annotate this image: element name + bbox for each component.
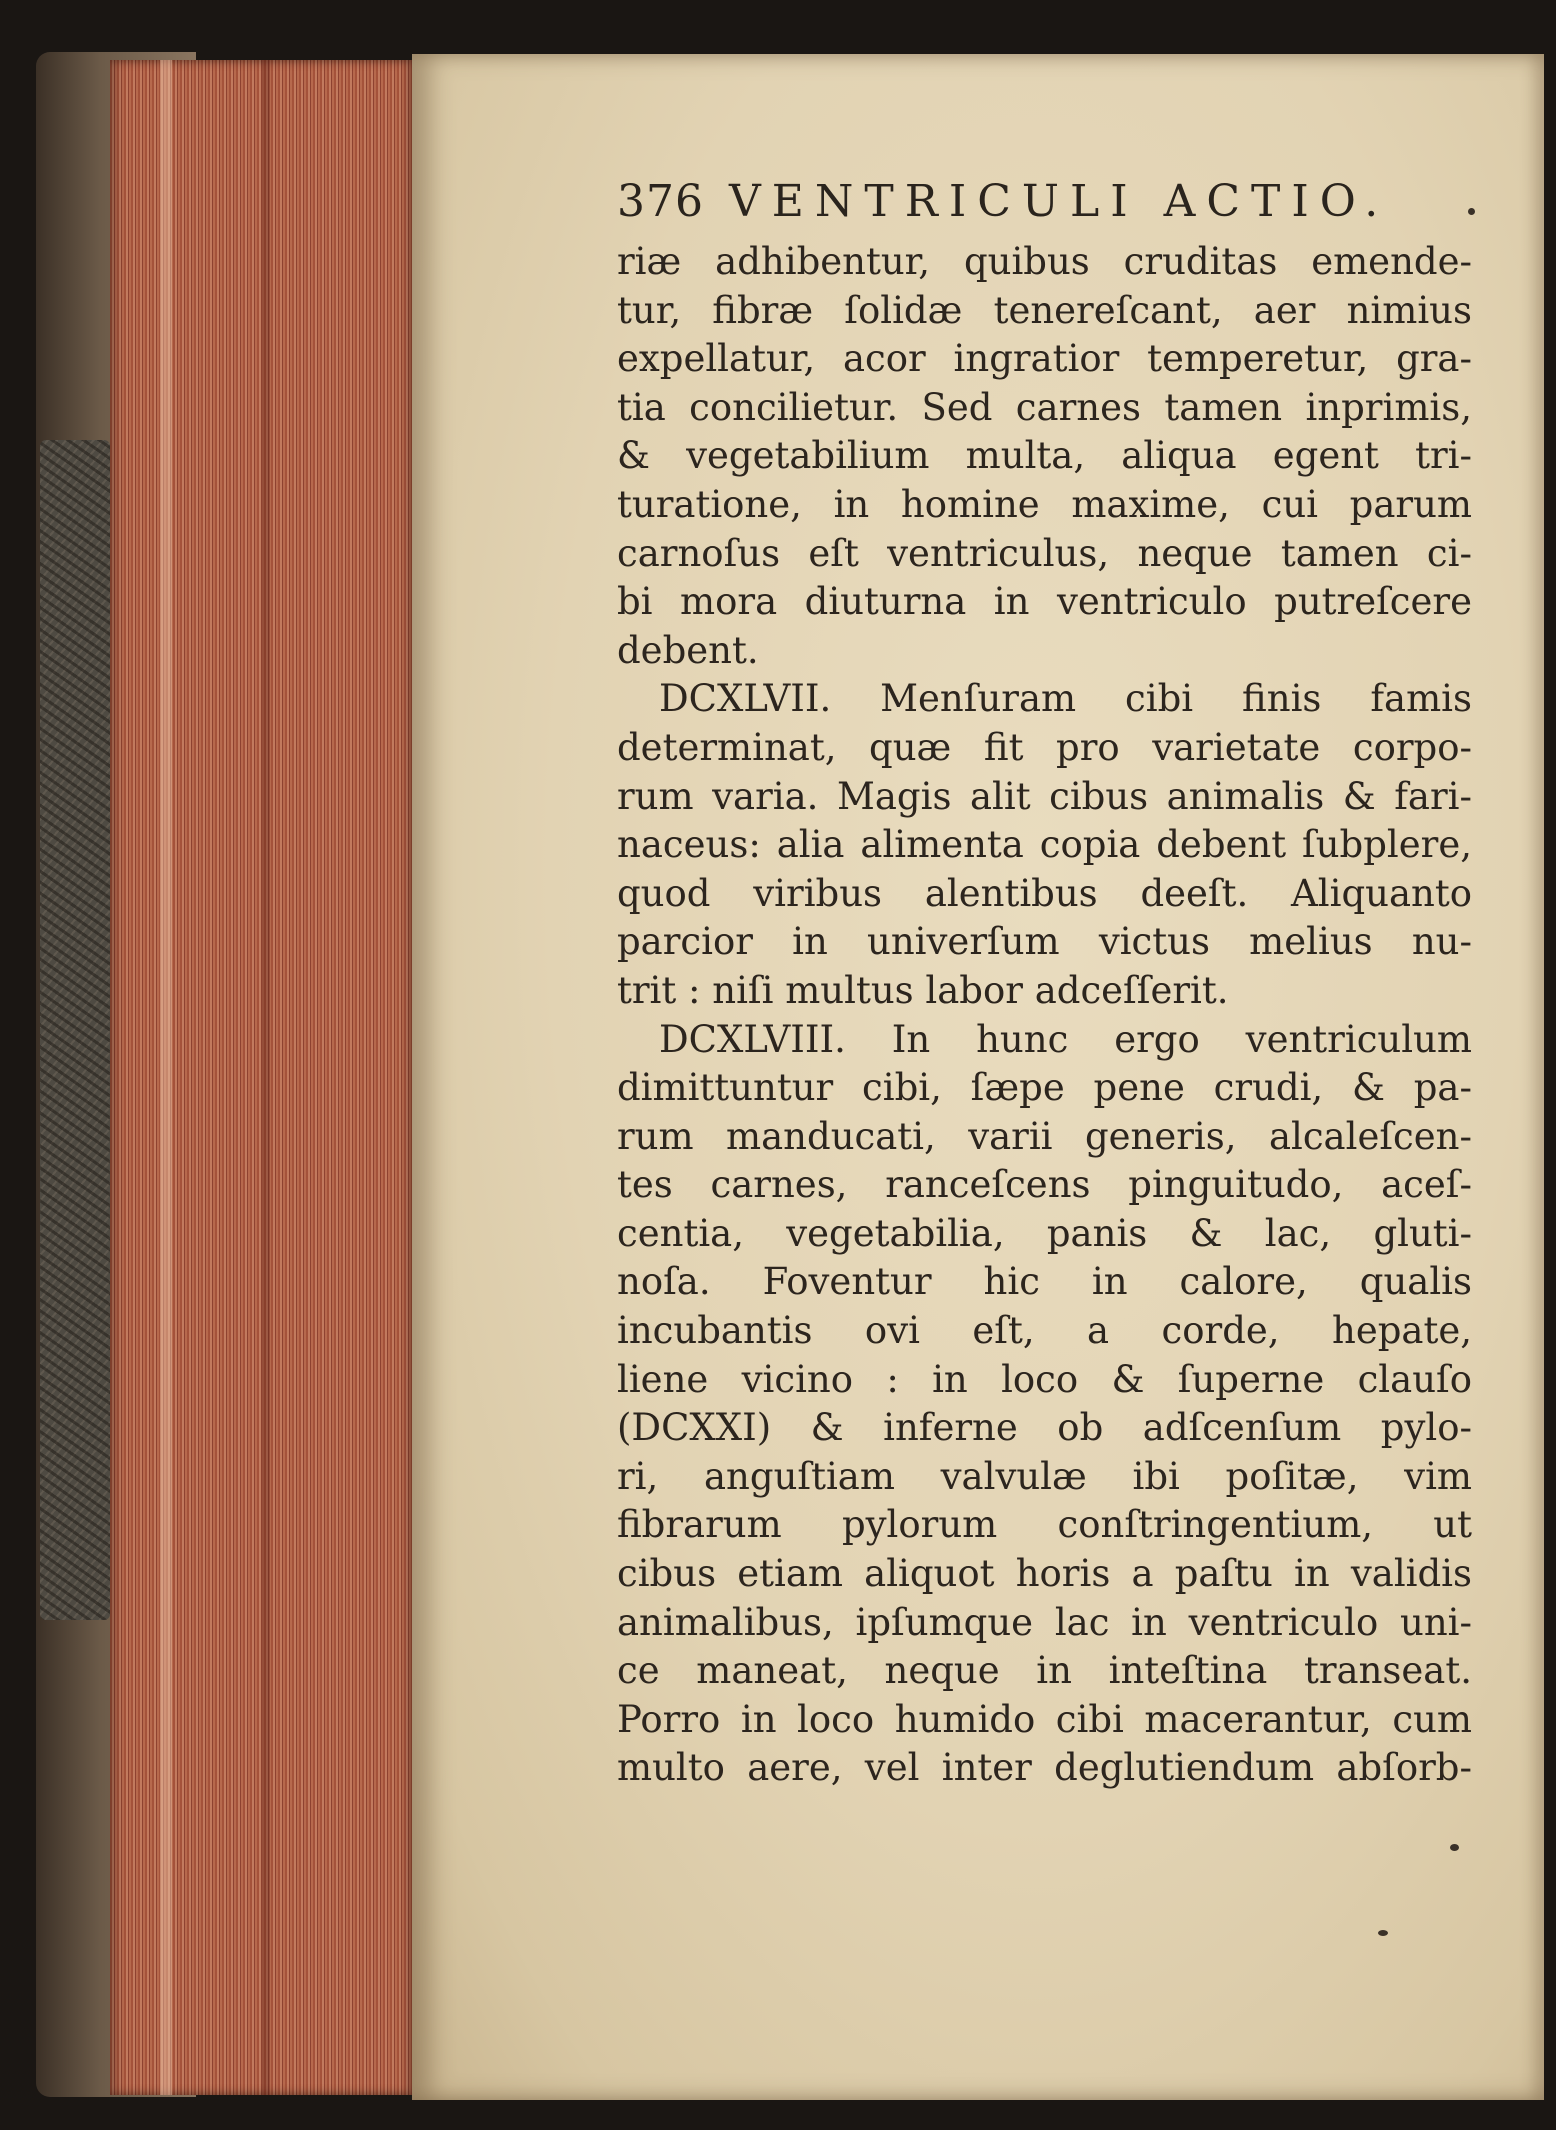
- text-line: DCXLVIII. In hunc ergo ventriculum: [659, 1017, 1472, 1061]
- text-line: debent.: [617, 628, 759, 672]
- text-line: dimittuntur cibi, ſæpe pene crudi, & pa-: [617, 1066, 1472, 1110]
- text-line: & vegetabilium multa, aliqua egent tri-: [617, 434, 1472, 478]
- text-line: expellatur, acor ingratior temperetur, gra-: [617, 337, 1472, 381]
- ink-speck: [1468, 208, 1475, 215]
- text-line: naceus: alia alimenta copia debent ſubplere,: [617, 823, 1472, 867]
- text-line: rum manducati, varii generis, alcaleſcen-: [617, 1114, 1472, 1158]
- text-line: (DCXXI) & inferne ob adſcenſum pylo-: [617, 1406, 1472, 1450]
- page-edges-highlight: [160, 60, 172, 2095]
- marbled-cover-paper: [40, 440, 110, 1620]
- text-line: noſa. Foventur hic in calore, qualis: [617, 1260, 1472, 1304]
- text-line: quod viribus alentibus deeſt. Aliquanto: [617, 871, 1472, 915]
- text-line: tia concilietur. Sed carnes tamen inprimis,: [617, 385, 1472, 429]
- text-line: Porro in loco humido cibi macerantur, cum: [617, 1697, 1472, 1741]
- text-line: animalibus, ipſumque lac in ventriculo uni-: [617, 1600, 1472, 1644]
- ink-speck: [1450, 1844, 1459, 1851]
- text-line: multo aere, vel inter deglutiendum abſorb-: [617, 1746, 1472, 1790]
- text-line: DCXLVII. Menſuram cibi finis famis: [659, 677, 1472, 721]
- text-line: centia, vegetabilia, panis & lac, gluti-: [617, 1211, 1472, 1255]
- page-number: 376: [617, 176, 704, 227]
- text-line: ce maneat, neque in inteſtina transeat.: [617, 1649, 1472, 1693]
- text-line: turatione, in homine maxime, cui parum: [617, 482, 1472, 526]
- ink-speck: [1378, 1930, 1388, 1936]
- text-line: tur, fibræ ſolidæ tenereſcant, aer nimius: [617, 288, 1472, 332]
- page-edges-shadow: [262, 60, 270, 2095]
- text-line: fibrarum pylorum conſtringentium, ut: [617, 1503, 1472, 1547]
- text-line: cibus etiam aliquot horis a paſtu in validis: [617, 1552, 1472, 1596]
- text-line: riæ adhibentur, quibus cruditas emende-: [617, 240, 1472, 283]
- page-header: [617, 176, 1447, 236]
- text-line: liene vicino : in loco & ſuperne clauſo: [617, 1357, 1472, 1401]
- text-line: determinat, quæ fit pro varietate corpo-: [617, 725, 1472, 769]
- text-line: ri, anguſtiam valvulæ ibi poſitæ, vim: [617, 1454, 1472, 1498]
- text-line: trit : niſi multus labor adceſſerit.: [617, 968, 1229, 1012]
- running-title: VENTRICULI ACTIO.: [729, 176, 1390, 227]
- text-line: bi mora diuturna in ventriculo putreſcere: [617, 580, 1472, 624]
- text-line: incubantis ovi eſt, a corde, hepate,: [617, 1309, 1472, 1353]
- text-line: carnoſus eſt ventriculus, neque tamen ci-: [617, 531, 1472, 575]
- text-line: tes carnes, ranceſcens pinguitudo, aceſ-: [617, 1163, 1472, 1207]
- text-line: parcior in univerſum victus melius nu-: [617, 920, 1472, 964]
- body-text: [617, 238, 1472, 1793]
- text-line: rum varia. Magis alit cibus animalis & fari-: [617, 774, 1472, 818]
